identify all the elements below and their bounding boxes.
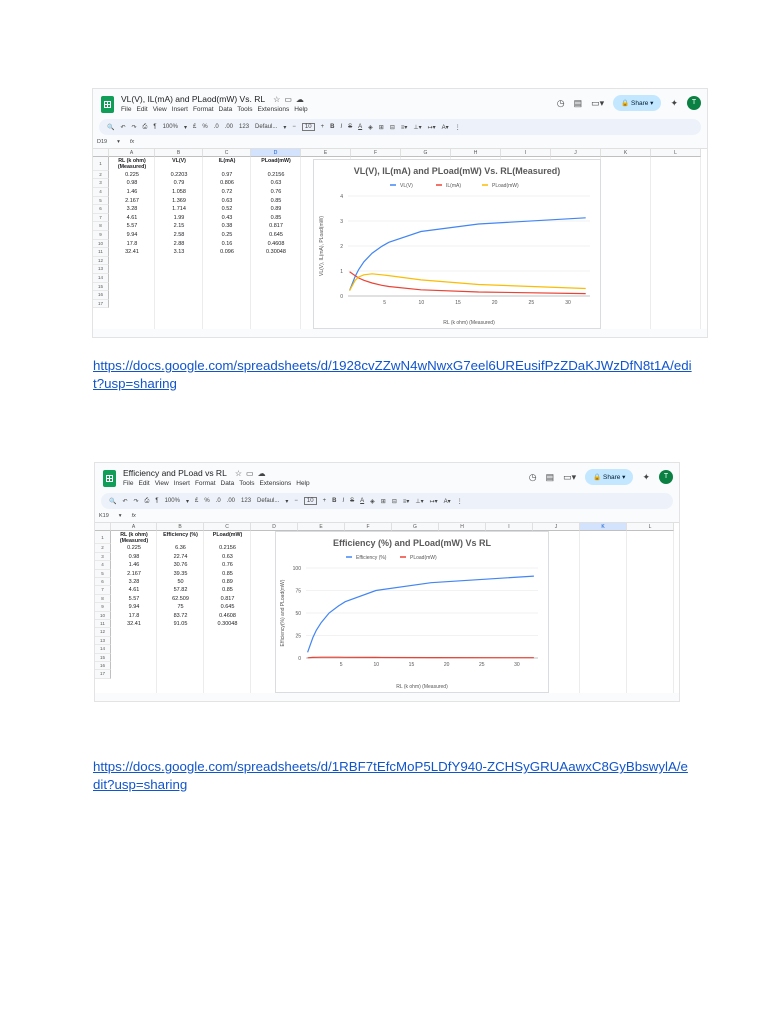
column-header-l[interactable]: L bbox=[627, 523, 674, 531]
column-header-h[interactable]: H bbox=[439, 523, 486, 531]
table-cell[interactable]: 0.76 bbox=[222, 562, 233, 569]
table-cell[interactable]: 0.85 bbox=[270, 197, 282, 204]
table-cell[interactable]: 0.2156 bbox=[219, 545, 236, 552]
bold-icon[interactable]: B bbox=[330, 124, 335, 130]
table-cell[interactable]: 0.225 bbox=[125, 171, 139, 178]
series-line bbox=[308, 576, 534, 652]
wrap-icon[interactable]: ↦▾ bbox=[427, 124, 436, 131]
name-box-chevron-icon[interactable]: ▾ bbox=[118, 512, 122, 519]
y-tick-label: 100 bbox=[292, 566, 301, 572]
table-cell[interactable]: 0.38 bbox=[221, 223, 233, 230]
column-header-e[interactable]: E bbox=[301, 149, 351, 157]
star-icon[interactable]: ☆ bbox=[234, 469, 247, 478]
x-tick-label: 15 bbox=[408, 662, 415, 668]
strikethrough-icon[interactable]: S bbox=[348, 124, 353, 130]
increase-decimal-icon[interactable]: .00 bbox=[226, 498, 236, 504]
table-cell[interactable]: 0.2203 bbox=[170, 171, 188, 178]
row-header-4[interactable]: 4 bbox=[93, 188, 109, 197]
menu-data[interactable]: Data bbox=[218, 106, 233, 113]
share-button[interactable]: 🔒 Share ▾ bbox=[613, 95, 661, 111]
increase-decimal-icon[interactable]: .00 bbox=[224, 124, 234, 130]
table-cell[interactable]: 0.52 bbox=[221, 206, 233, 213]
table-cell[interactable]: 1.714 bbox=[172, 206, 186, 213]
table-cell[interactable]: 0.16 bbox=[221, 240, 233, 247]
menu-tools[interactable]: Tools bbox=[237, 106, 253, 113]
series-line bbox=[350, 274, 586, 291]
fill-color-icon[interactable]: ◈ bbox=[368, 124, 373, 131]
row-header-8[interactable]: 8 bbox=[93, 222, 109, 231]
grid-corner[interactable] bbox=[93, 149, 109, 157]
spreadsheet-screenshot-1 bbox=[92, 88, 708, 338]
table-cell[interactable]: 62.509 bbox=[172, 595, 189, 602]
menu-view[interactable]: View bbox=[152, 106, 167, 113]
table-cell[interactable]: 83.72 bbox=[173, 612, 188, 619]
fx-icon: fx bbox=[131, 512, 136, 519]
currency-icon[interactable]: £ bbox=[192, 124, 197, 130]
menu-file[interactable]: File bbox=[123, 480, 134, 487]
legend-label: PLoad(mW) bbox=[410, 555, 437, 561]
table-cell[interactable]: 1.99 bbox=[173, 214, 185, 221]
grid-corner[interactable] bbox=[95, 523, 111, 531]
column-header-k[interactable]: K bbox=[580, 523, 627, 531]
table-cell[interactable]: 0.85 bbox=[222, 587, 233, 594]
table-cell[interactable]: 2.167 bbox=[127, 570, 141, 577]
row-header-14[interactable]: 14 bbox=[95, 645, 111, 653]
menu-insert[interactable]: Insert bbox=[171, 106, 188, 113]
name-box[interactable]: D19 bbox=[97, 138, 108, 145]
table-cell[interactable]: 4.61 bbox=[128, 587, 140, 594]
valign-icon[interactable]: ⊥▾ bbox=[415, 498, 424, 505]
y-tick-label: 1 bbox=[340, 269, 343, 275]
chart-svg bbox=[314, 160, 600, 328]
menu-format[interactable]: Format bbox=[192, 106, 214, 113]
print-icon[interactable]: ⎙ bbox=[142, 123, 148, 130]
column-header-f[interactable]: F bbox=[345, 523, 392, 531]
column-header-cell[interactable]: PLoad(mW) bbox=[212, 532, 243, 538]
table-cell[interactable]: 4.61 bbox=[126, 214, 138, 221]
menu-edit[interactable]: Edit bbox=[136, 106, 148, 113]
cloud-icon[interactable]: ☁ bbox=[257, 469, 270, 478]
legend-label: VL(V) bbox=[400, 183, 413, 189]
x-tick-label: 5 bbox=[383, 300, 387, 306]
redo-icon[interactable]: ↷ bbox=[131, 124, 137, 131]
table-cell[interactable]: 22.74 bbox=[173, 553, 188, 560]
menu-view[interactable]: View bbox=[154, 480, 169, 487]
align-icon[interactable]: ≡▾ bbox=[400, 124, 408, 131]
chart-svg bbox=[276, 532, 548, 692]
column-header-j[interactable]: J bbox=[533, 523, 580, 531]
folder-icon[interactable]: ▭ bbox=[284, 95, 296, 104]
table-cell[interactable]: 75 bbox=[177, 604, 184, 611]
column-header-cell[interactable]: PLoad(mW) bbox=[261, 158, 291, 164]
legend-label: IL(mA) bbox=[446, 183, 461, 189]
text-color-icon[interactable]: A bbox=[358, 124, 363, 130]
history-icon[interactable]: ◷ bbox=[528, 471, 537, 482]
font-size-input[interactable]: 10 bbox=[304, 497, 317, 505]
merge-icon[interactable]: ⊟ bbox=[391, 498, 397, 505]
x-tick-label: 15 bbox=[455, 300, 461, 306]
column-header-f[interactable]: F bbox=[351, 149, 401, 157]
top-right-icons bbox=[529, 469, 673, 485]
column-header-j[interactable]: J bbox=[551, 149, 601, 157]
table-cell[interactable]: 2.167 bbox=[125, 197, 139, 204]
table-cell[interactable]: 1.058 bbox=[172, 188, 186, 195]
row-header-2[interactable]: 2 bbox=[93, 171, 109, 180]
table-cell[interactable]: 0.97 bbox=[221, 171, 233, 178]
sheets-logo-icon[interactable] bbox=[103, 470, 116, 487]
comment-icon[interactable]: ▤ bbox=[573, 97, 583, 108]
star-icon[interactable]: ☆ bbox=[273, 95, 285, 104]
menu-extensions[interactable]: Extensions bbox=[257, 106, 290, 113]
table-cell[interactable]: 39.35 bbox=[173, 570, 188, 577]
undo-icon[interactable]: ↶ bbox=[122, 498, 128, 505]
table-cell[interactable]: 0.817 bbox=[220, 595, 235, 602]
align-icon[interactable]: ≡▾ bbox=[402, 498, 410, 505]
column-header-c[interactable]: C bbox=[203, 149, 251, 157]
table-cell[interactable]: 5.57 bbox=[128, 595, 140, 602]
table-cell[interactable]: 0.85 bbox=[222, 570, 233, 577]
print-icon[interactable]: ⎙ bbox=[144, 497, 150, 504]
menu-help[interactable]: Help bbox=[294, 106, 308, 113]
folder-icon[interactable]: ▭ bbox=[246, 469, 258, 478]
column-header-h[interactable]: H bbox=[451, 149, 501, 157]
search-icon[interactable]: 🔍 bbox=[109, 498, 117, 505]
column-header-a[interactable]: A bbox=[111, 523, 157, 531]
row-header-7[interactable]: 7 bbox=[95, 586, 111, 594]
row-header-15[interactable]: 15 bbox=[93, 283, 109, 292]
title-bar bbox=[93, 89, 707, 119]
paint-format-icon[interactable]: ¶ bbox=[155, 498, 159, 504]
cloud-icon[interactable]: ☁ bbox=[295, 95, 308, 104]
toolbar: 🔍 ↶ ↷ ⎙ ¶ 100% ▾ £ % .0 .00 123 Defaul... ▾ − 10 + B I S A ◈ ⊞ ⊟ ≡▾ ⊥▾ ↦▾ A▾ ⋮ bbox=[101, 493, 673, 509]
table-cell[interactable]: 17.8 bbox=[126, 240, 138, 247]
table-cell[interactable]: 1.369 bbox=[172, 197, 186, 204]
table-cell[interactable]: 0.98 bbox=[126, 180, 138, 187]
table-cell[interactable]: 0.63 bbox=[270, 180, 282, 187]
share-button[interactable]: 🔒 Share ▾ bbox=[585, 469, 633, 485]
row-header-6[interactable]: 6 bbox=[95, 578, 111, 586]
zoom-select[interactable]: 100% bbox=[162, 124, 178, 130]
table-cell[interactable]: 1.46 bbox=[126, 188, 138, 195]
x-tick-label: 20 bbox=[443, 662, 450, 668]
font-select[interactable]: Defaul... bbox=[257, 498, 280, 504]
column-header-d[interactable]: D bbox=[251, 523, 298, 531]
table-cell[interactable]: 0.096 bbox=[220, 249, 234, 256]
top-right-icons bbox=[557, 95, 701, 111]
borders-icon[interactable]: ⊞ bbox=[380, 498, 386, 505]
y-axis-label: Efficiency(%) and PLoad(mW) bbox=[280, 579, 286, 647]
table-cell[interactable]: 2.88 bbox=[173, 240, 185, 247]
font-size-decrease[interactable]: − bbox=[292, 124, 296, 130]
decrease-decimal-icon[interactable]: .0 bbox=[215, 498, 221, 504]
table-cell[interactable]: 0.63 bbox=[222, 553, 233, 560]
x-tick-label: 30 bbox=[514, 662, 520, 668]
percent-icon[interactable]: % bbox=[202, 124, 208, 130]
column-header-l[interactable]: L bbox=[651, 149, 701, 157]
table-cell[interactable]: 9.94 bbox=[126, 231, 138, 238]
row-header-5[interactable]: 5 bbox=[95, 570, 111, 578]
column-header-cell[interactable]: RL (k ohm) (Measured) bbox=[119, 532, 149, 544]
legend-label: Efficiency (%) bbox=[356, 555, 387, 561]
name-box[interactable]: K19 bbox=[99, 512, 109, 519]
x-tick-label: 25 bbox=[478, 662, 485, 668]
row-header-16[interactable]: 16 bbox=[93, 291, 109, 300]
table-cell[interactable]: 17.8 bbox=[128, 612, 140, 619]
column-header-a[interactable]: A bbox=[109, 149, 155, 157]
font-select[interactable]: Defaul... bbox=[255, 124, 278, 130]
fill-color-icon[interactable]: ◈ bbox=[370, 498, 375, 505]
embedded-chart[interactable] bbox=[313, 159, 601, 329]
menu-file[interactable]: File bbox=[121, 106, 132, 113]
series-line bbox=[350, 218, 586, 291]
x-axis-label: RL (k ohm) (Measured) bbox=[396, 684, 448, 690]
table-cell[interactable]: 1.46 bbox=[128, 562, 140, 569]
row-header-8[interactable]: 8 bbox=[95, 595, 111, 603]
row-header-17[interactable]: 17 bbox=[95, 670, 111, 678]
formula-bar bbox=[95, 509, 679, 523]
row-header-6[interactable]: 6 bbox=[93, 205, 109, 214]
table-cell[interactable]: 0.63 bbox=[221, 197, 233, 204]
currency-icon[interactable]: £ bbox=[194, 498, 199, 504]
table-cell[interactable]: 0.76 bbox=[270, 188, 282, 195]
embedded-chart[interactable] bbox=[275, 531, 549, 693]
y-tick-label: 0 bbox=[298, 656, 301, 662]
row-header-17[interactable]: 17 bbox=[93, 300, 109, 309]
valign-icon[interactable]: ⊥▾ bbox=[413, 124, 422, 131]
table-cell[interactable]: 0.2156 bbox=[267, 171, 285, 178]
menu-format[interactable]: Format bbox=[194, 480, 216, 487]
column-header-e[interactable]: E bbox=[298, 523, 345, 531]
font-size-increase[interactable]: + bbox=[322, 498, 327, 504]
row-header-10[interactable]: 10 bbox=[93, 240, 109, 249]
undo-icon[interactable]: ↶ bbox=[120, 124, 126, 131]
search-icon[interactable]: 🔍 bbox=[107, 124, 115, 131]
row-header-13[interactable]: 13 bbox=[95, 637, 111, 645]
table-cell[interactable]: 2.58 bbox=[173, 231, 185, 238]
strikethrough-icon[interactable]: S bbox=[350, 498, 355, 504]
bold-icon[interactable]: B bbox=[332, 498, 337, 504]
row-header-9[interactable]: 9 bbox=[93, 231, 109, 240]
x-tick-label: 25 bbox=[528, 300, 535, 306]
paint-format-icon[interactable]: ¶ bbox=[153, 124, 157, 130]
menu-help[interactable]: Help bbox=[296, 480, 310, 487]
share-label: Share bbox=[631, 100, 649, 107]
table-cell[interactable]: 3.28 bbox=[128, 579, 140, 586]
gemini-icon[interactable]: ✦ bbox=[642, 471, 650, 482]
history-icon[interactable]: ◷ bbox=[556, 97, 565, 108]
fx-icon: fx bbox=[129, 138, 135, 145]
wrap-icon[interactable]: ↦▾ bbox=[429, 498, 438, 505]
table-cell[interactable]: 5.57 bbox=[126, 223, 138, 230]
y-tick-label: 3 bbox=[340, 219, 343, 225]
y-axis-label: VL(V), IL(mA), PLoad(mW) bbox=[319, 215, 325, 277]
table-cell[interactable]: 0.645 bbox=[220, 604, 235, 611]
table-cell[interactable]: 32.41 bbox=[125, 249, 139, 256]
row-header-4[interactable]: 4 bbox=[95, 561, 111, 569]
title-bar bbox=[95, 463, 679, 493]
row-header-12[interactable]: 12 bbox=[95, 628, 111, 636]
row-header-1[interactable]: 1 bbox=[93, 157, 109, 171]
row-header-10[interactable]: 10 bbox=[95, 612, 111, 620]
comment-icon[interactable]: ▤ bbox=[545, 471, 555, 482]
table-cell[interactable]: 2.15 bbox=[173, 223, 185, 230]
row-header-3[interactable]: 3 bbox=[95, 553, 111, 561]
number-format-icon[interactable]: 123 bbox=[239, 124, 250, 130]
text-color-icon[interactable]: A bbox=[360, 498, 365, 504]
table-cell[interactable]: 0.806 bbox=[220, 180, 234, 187]
rotate-icon[interactable]: A▾ bbox=[441, 124, 449, 131]
table-cell[interactable]: 30.76 bbox=[173, 562, 188, 569]
meet-icon[interactable]: ▭▾ bbox=[591, 97, 605, 108]
rotate-icon[interactable]: A▾ bbox=[443, 498, 451, 505]
column-header-g[interactable]: G bbox=[401, 149, 451, 157]
series-line bbox=[308, 657, 534, 658]
row-header-13[interactable]: 13 bbox=[93, 265, 109, 274]
row-header-11[interactable]: 11 bbox=[93, 248, 109, 257]
column-header-d[interactable]: D bbox=[251, 149, 301, 157]
row-header-12[interactable]: 12 bbox=[93, 257, 109, 266]
meet-icon[interactable]: ▭▾ bbox=[563, 471, 577, 482]
row-header-14[interactable]: 14 bbox=[93, 274, 109, 283]
table-cell[interactable]: 3.28 bbox=[126, 206, 138, 213]
toolbar: 🔍 ↶ ↷ ⎙ ¶ 100% ▾ £ % .0 .00 123 Defaul... ▾ − 10 + B I S A ◈ ⊞ ⊟ ≡▾ ⊥▾ ↦▾ A▾ ⋮ bbox=[99, 119, 701, 135]
redo-icon[interactable]: ↷ bbox=[133, 498, 139, 505]
table-cell[interactable]: 0.645 bbox=[269, 231, 283, 238]
row-header-15[interactable]: 15 bbox=[95, 654, 111, 662]
y-tick-label: 75 bbox=[295, 588, 301, 595]
column-header-cell[interactable]: IL(mA) bbox=[218, 158, 236, 164]
column-header-k[interactable]: K bbox=[601, 149, 651, 157]
number-format-icon[interactable]: 123 bbox=[241, 498, 252, 504]
table-cell[interactable]: 32.41 bbox=[127, 621, 141, 628]
row-header-1[interactable]: 1 bbox=[95, 531, 111, 544]
table-cell[interactable]: 0.85 bbox=[270, 214, 282, 221]
table-cell[interactable]: 6.36 bbox=[175, 545, 186, 552]
row-header-7[interactable]: 7 bbox=[93, 214, 109, 223]
name-box-chevron-icon[interactable]: ▾ bbox=[117, 138, 120, 145]
decrease-decimal-icon[interactable]: .0 bbox=[213, 124, 219, 130]
table-cell[interactable]: 57.82 bbox=[173, 587, 188, 594]
x-tick-label: 30 bbox=[565, 300, 571, 306]
menu-bar bbox=[123, 480, 315, 487]
sheet-grid[interactable] bbox=[93, 149, 707, 329]
spreadsheet-screenshot-2 bbox=[94, 462, 680, 702]
menu-extensions[interactable]: Extensions bbox=[259, 480, 292, 487]
more-icon[interactable]: ⋮ bbox=[454, 124, 461, 131]
y-tick-label: 50 bbox=[295, 611, 301, 617]
legend-label: PLoad(mW) bbox=[492, 183, 519, 189]
column-header-cell[interactable]: VL(V) bbox=[172, 158, 186, 164]
percent-icon[interactable]: % bbox=[204, 498, 210, 504]
zoom-select[interactable]: 100% bbox=[164, 498, 180, 504]
column-header-b[interactable]: B bbox=[157, 523, 204, 531]
italic-icon[interactable]: I bbox=[340, 124, 343, 130]
spreadsheet-link-1[interactable]: https://docs.google.com/spreadsheets/d/1928cvZZwN4wNwxG7eel6UREusifPzZDaKJWzDfN8t1A/edit?usp=sharing bbox=[93, 358, 692, 391]
chart-title: Efficiency (%) and PLoad(mW) Vs RL bbox=[332, 538, 492, 548]
sheets-logo-icon[interactable] bbox=[101, 96, 114, 113]
y-tick-label: 2 bbox=[340, 244, 343, 250]
column-header-g[interactable]: G bbox=[392, 523, 439, 531]
menu-insert[interactable]: Insert bbox=[173, 480, 190, 487]
avatar[interactable]: T bbox=[659, 470, 673, 484]
table-cell[interactable]: 0.89 bbox=[222, 579, 233, 586]
table-cell[interactable]: 0.79 bbox=[173, 180, 185, 187]
table-cell[interactable]: 50 bbox=[177, 579, 184, 586]
chart-title: VL(V), IL(mA) and PLoad(mW) Vs. RL(Measured) bbox=[353, 166, 561, 176]
column-header-c[interactable]: C bbox=[204, 523, 251, 531]
column-header-cell[interactable]: Efficiency (%) bbox=[163, 532, 198, 538]
doc-title-row bbox=[123, 468, 270, 478]
table-cell[interactable]: 91.05 bbox=[173, 621, 188, 628]
y-tick-label: 25 bbox=[295, 633, 301, 640]
row-header-11[interactable]: 11 bbox=[95, 620, 111, 628]
share-label: Share bbox=[603, 474, 621, 481]
table-cell[interactable]: 9.94 bbox=[128, 604, 140, 611]
row-header-16[interactable]: 16 bbox=[95, 662, 111, 670]
borders-icon[interactable]: ⊞ bbox=[378, 124, 384, 131]
row-header-5[interactable]: 5 bbox=[93, 197, 109, 206]
column-header-b[interactable]: B bbox=[155, 149, 203, 157]
column-header-i[interactable]: I bbox=[486, 523, 533, 531]
table-cell[interactable]: 0.4608 bbox=[219, 612, 236, 619]
table-cell[interactable]: 0.4608 bbox=[267, 240, 285, 247]
font-size-increase[interactable]: + bbox=[320, 124, 325, 130]
table-cell[interactable]: 0.98 bbox=[128, 553, 140, 560]
table-cell[interactable]: 0.72 bbox=[221, 188, 233, 195]
table-cell[interactable]: 0.25 bbox=[221, 231, 233, 238]
font-size-input[interactable]: 10 bbox=[302, 123, 315, 131]
x-tick-label: 10 bbox=[373, 662, 380, 668]
column-header-cell[interactable]: RL (k ohm) (Measured) bbox=[117, 158, 147, 170]
x-tick-label: 5 bbox=[339, 662, 343, 668]
italic-icon[interactable]: I bbox=[342, 498, 345, 504]
menu-data[interactable]: Data bbox=[220, 480, 235, 487]
avatar[interactable]: T bbox=[687, 96, 701, 110]
row-header-3[interactable]: 3 bbox=[93, 179, 109, 188]
table-cell[interactable]: 3.13 bbox=[173, 249, 185, 256]
x-tick-label: 10 bbox=[418, 300, 425, 306]
table-cell[interactable]: 0.30048 bbox=[217, 621, 238, 628]
doc-title[interactable]: VL(V), IL(mA) and PLaod(mW) Vs. RL bbox=[121, 94, 265, 104]
row-header-2[interactable]: 2 bbox=[95, 544, 111, 552]
row-header-9[interactable]: 9 bbox=[95, 603, 111, 611]
sheet-grid[interactable] bbox=[95, 523, 679, 693]
doc-title[interactable]: Efficiency and PLoad vs RL bbox=[123, 468, 227, 478]
table-cell[interactable]: 0.817 bbox=[269, 223, 283, 230]
table-cell[interactable]: 0.43 bbox=[221, 214, 233, 221]
menu-edit[interactable]: Edit bbox=[138, 480, 150, 487]
font-size-decrease[interactable]: − bbox=[294, 498, 298, 504]
table-cell[interactable]: 0.30048 bbox=[266, 249, 286, 256]
merge-icon[interactable]: ⊟ bbox=[389, 124, 395, 131]
spreadsheet-link-2[interactable]: https://docs.google.com/spreadsheets/d/1RBF7tEfcMoP5LDfY940-ZCHSyGRUAawxC8GyBbswylA/edit?usp=sharing bbox=[93, 759, 688, 792]
gemini-icon[interactable]: ✦ bbox=[670, 97, 678, 108]
table-cell[interactable]: 0.89 bbox=[270, 206, 282, 213]
menu-tools[interactable]: Tools bbox=[239, 480, 255, 487]
formula-bar bbox=[93, 135, 707, 149]
x-axis-label: RL (k ohm) (Measured) bbox=[443, 320, 495, 326]
x-tick-label: 20 bbox=[491, 300, 498, 306]
y-tick-label: 0 bbox=[340, 294, 343, 300]
doc-title-row bbox=[121, 94, 308, 104]
menu-bar bbox=[121, 106, 313, 113]
table-cell[interactable]: 0.225 bbox=[127, 545, 141, 552]
y-tick-label: 4 bbox=[340, 194, 343, 200]
more-icon[interactable]: ⋮ bbox=[456, 498, 463, 505]
column-header-i[interactable]: I bbox=[501, 149, 551, 157]
